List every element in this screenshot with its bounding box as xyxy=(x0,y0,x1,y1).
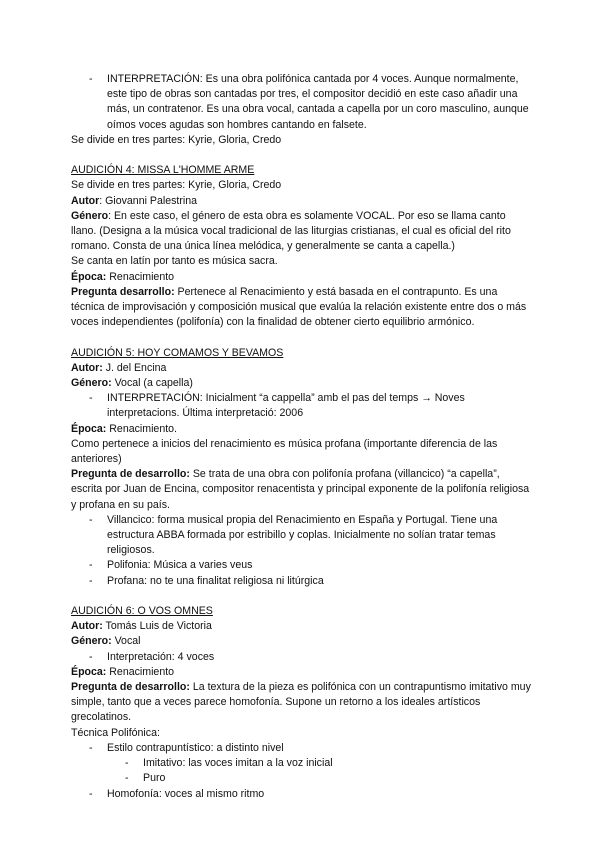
epoca-value: Renacimiento. xyxy=(106,422,177,435)
list-item xyxy=(71,391,533,421)
epoca-label: Época: xyxy=(71,422,107,435)
autor-line xyxy=(71,194,533,209)
bullet-dash: - xyxy=(89,513,93,526)
autor-value: : Giovanni Palestrina xyxy=(99,194,197,207)
genero-label: Género: xyxy=(71,635,112,648)
epoca-line xyxy=(71,270,533,285)
pregunta-line xyxy=(71,285,533,331)
tecnica-text: Técnica Polifónica: xyxy=(71,726,160,739)
epoca-value: Renacimiento xyxy=(106,665,175,678)
bullet-dash: - xyxy=(89,73,93,85)
polifonia-text: Polifonia: Música a varies veus xyxy=(107,559,253,572)
autor-label: Autor xyxy=(71,194,100,207)
autor-value: J. del Encina xyxy=(102,361,167,374)
genero-line xyxy=(71,209,533,255)
list-item xyxy=(71,787,533,802)
bullet-dash: - xyxy=(89,741,93,754)
epoca-label: Época: xyxy=(71,270,107,283)
bullet-dash: - xyxy=(89,392,93,405)
list-item xyxy=(71,771,533,786)
pregunta-label: Pregunta de desarrollo: xyxy=(71,468,190,481)
list-item xyxy=(71,574,533,589)
estilo-text: Estilo contrapuntístico: a distinto nivel xyxy=(107,741,284,754)
epoca-line xyxy=(71,665,533,680)
pregunta-value: La textura de la pieza es polifónica con un contrapuntismo imitativo muy simple, tanto que a veces parece homofonía. Supone un retorno a los ideales artísticos grecolatinos. xyxy=(71,681,531,724)
interpretation-text: INTERPRETACIÓN: Inicialment “a cappella” amb el pas del temps → Noves interpretacions. Última interpretació: 2006 xyxy=(107,392,465,420)
latin-text: Se canta en latín por tanto es música sacra. xyxy=(71,255,278,268)
section-title-audicion-4: AUDICIÓN 4: MISSA L'HOMME ARME xyxy=(71,164,255,177)
bullet-dash: - xyxy=(125,757,129,770)
list-item xyxy=(71,558,533,573)
interpretation-text: INTERPRETACIÓN: Es una obra polifónica cantada por 4 voces. Aunque normalmente, este tipo de obras son cantadas por tres, el compositor decidió en este caso añadir una más, un contratenor. Es una obra vocal, cantada a capella por un coro masculino, aunque oímos voces agudas son hombres cantando en falsete. xyxy=(107,73,529,131)
list-item xyxy=(71,650,533,665)
autor-label: Autor: xyxy=(71,620,103,633)
autor-value: Tomás Luis de Victoria xyxy=(102,620,212,633)
profana-definition-text: Profana: no te una finalitat religiosa ni litúrgica xyxy=(107,574,324,587)
pregunta-label: Pregunta de desarrollo: xyxy=(71,681,190,694)
genero-label: Género xyxy=(71,209,109,222)
list-item xyxy=(71,72,533,133)
genero-line xyxy=(71,634,533,649)
imitativo-text: Imitativo: las voces imitan a la voz inicial xyxy=(143,757,333,770)
pregunta-value: Pertenece al Renacimiento y está basada en el contrapunto. Es una técnica de improvisación y composición musical que evalúa la relación existente entre dos o más voces independientes (polifonía) con la finalidad de obtener cierto equilibrio armónico. xyxy=(71,285,527,329)
bullet-dash: - xyxy=(89,650,93,663)
epoca-line xyxy=(71,422,533,437)
autor-line xyxy=(71,361,533,376)
parts-text: Se divide en tres partes: Kyrie, Gloria, Credo xyxy=(71,179,282,192)
interpretation-text: Interpretación: 4 voces xyxy=(107,650,215,663)
document-body xyxy=(71,72,533,802)
genero-value: Vocal (a capella) xyxy=(111,377,193,390)
parts-text: Se divide en tres partes: Kyrie, Gloria, Credo xyxy=(71,133,282,146)
profana-text: Como pertenece a inicios del renacimiento es música profana (importante diferencia de las anteriores) xyxy=(71,437,498,466)
bullet-dash: - xyxy=(89,559,93,572)
list-item xyxy=(71,756,533,771)
puro-text: Puro xyxy=(143,772,166,785)
genero-line xyxy=(71,376,533,391)
genero-label: Género: xyxy=(71,377,112,390)
genero-value: : En este caso, el género de esta obra es solamente VOCAL. Por eso se llama canto llano. (Designa a la música vocal tradicional de las liturgias cristianas, el cual es oficial del rito romano. Consta de una única línea melódica, y generalmente se canta a capella.) xyxy=(71,209,511,253)
autor-line xyxy=(71,619,533,634)
pregunta-line xyxy=(71,680,533,726)
bullet-dash: - xyxy=(89,574,93,587)
pregunta-line xyxy=(71,467,533,513)
section-title-audicion-5: AUDICIÓN 5: HOY COMAMOS Y BEVAMOS xyxy=(71,346,284,359)
list-item xyxy=(71,513,533,559)
bullet-dash: - xyxy=(89,787,93,800)
bullet-dash: - xyxy=(125,772,129,785)
autor-label: Autor: xyxy=(71,361,103,374)
homofonia-text: Homofonía: voces al mismo ritmo xyxy=(107,787,265,800)
epoca-value: Renacimiento xyxy=(106,270,175,283)
pregunta-label: Pregunta desarrollo: xyxy=(71,285,175,298)
section-title-audicion-6: AUDICIÓN 6: O VOS OMNES xyxy=(71,605,213,618)
villancico-text: Villancico: forma musical propia del Renacimiento en España y Portugal. Tiene una estructura ABBA formada por estribillo y coplas. Inicialmente no solían tratar temas religiosos. xyxy=(107,513,498,557)
epoca-label: Época: xyxy=(71,665,107,678)
genero-value: Vocal xyxy=(111,635,141,648)
pregunta-value: Se trata de una obra con polifonía profana (villancico) “a capella”, escrita por Juan de Encina, compositor renacentista y principal exponente de la polifonía religiosa y profana en su país. xyxy=(71,468,530,511)
list-item xyxy=(71,741,533,756)
